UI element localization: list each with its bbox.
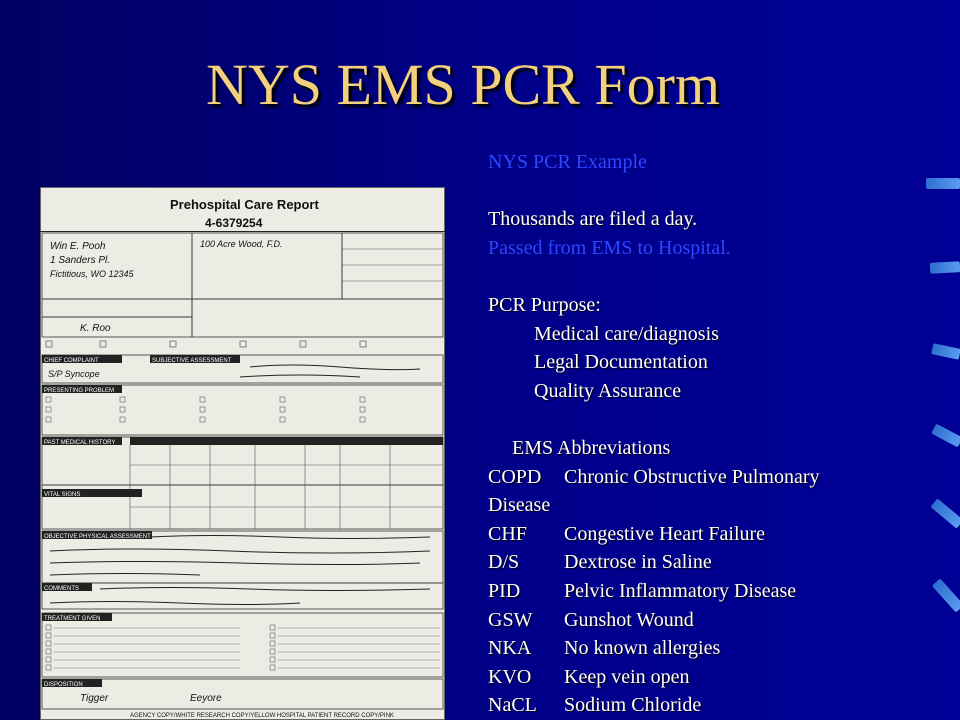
form-section-objective: OBJECTIVE PHYSICAL ASSESSMENT xyxy=(44,534,151,540)
accent-bar xyxy=(930,498,960,528)
slide-text-block xyxy=(488,148,928,720)
accent-bar xyxy=(932,578,960,612)
abbreviation-row xyxy=(488,520,928,549)
abbreviation: NaCL xyxy=(488,694,537,717)
form-disposition-value: Tigger xyxy=(80,693,109,704)
accent-bar xyxy=(930,261,960,274)
abbreviation-row xyxy=(488,606,928,635)
form-agency: 100 Acre Wood, F.D. xyxy=(200,239,283,249)
form-section-history: PAST MEDICAL HISTORY xyxy=(44,440,116,446)
abbreviation: GSW xyxy=(488,608,533,631)
spacer xyxy=(488,262,928,291)
slide-title: NYS EMS PCR Form xyxy=(205,52,721,117)
purpose-heading: PCR Purpose: xyxy=(488,293,601,316)
form-section-treatment: TREATMENT GIVEN xyxy=(44,616,101,622)
abbreviation: KVO xyxy=(488,665,532,688)
form-footer-text: AGENCY COPY/WHITE RESEARCH COPY/YELLOW HOSPITAL PATIENT RECORD COPY/PINK xyxy=(130,713,394,719)
abbreviation-row xyxy=(488,548,928,577)
abbreviation-meaning: Sodium Chloride xyxy=(564,694,702,717)
form-section-comments: COMMENTS xyxy=(44,586,79,592)
form-report-number: 4-6379254 xyxy=(205,216,263,230)
form-section-subjective: SUBJECTIVE ASSESSMENT xyxy=(152,358,232,364)
form-section-vitals: VITAL SIGNS xyxy=(44,492,81,498)
abbreviation-meaning: Congestive Heart Failure xyxy=(564,522,766,545)
abbreviation: Disease xyxy=(488,494,551,517)
spacer xyxy=(488,177,928,206)
abbreviation-meaning: Keep vein open xyxy=(564,665,690,688)
accent-bar xyxy=(931,424,960,448)
abbreviation-meaning: Gunshot Wound xyxy=(564,608,694,631)
abbreviation-row xyxy=(488,691,928,720)
abbreviation-meaning: Dextrose in Saline xyxy=(564,551,712,574)
abbreviation: COPD xyxy=(488,465,542,488)
abbreviation: NKA xyxy=(488,637,532,660)
abbreviation-row xyxy=(488,463,928,492)
form-driver-value: Eeyore xyxy=(190,693,222,704)
form-section-chief-complaint: CHIEF COMPLAINT xyxy=(44,358,99,364)
abbreviation: D/S xyxy=(488,551,520,574)
form-section-presenting: PRESENTING PROBLEM xyxy=(44,388,115,394)
form-address-line2: Fictitious, WO 12345 xyxy=(50,269,134,279)
purpose-item: Quality Assurance xyxy=(534,379,682,402)
abbreviation-meaning: Chronic Obstructive Pulmonary xyxy=(564,465,820,488)
abbreviation-meaning: No known allergies xyxy=(564,637,721,660)
accent-bar xyxy=(931,343,960,360)
abbreviation-row xyxy=(488,663,928,692)
form-section-disposition: DISPOSITION xyxy=(44,682,83,688)
filed-line: Thousands are filed a day. xyxy=(488,208,698,231)
form-patient-name: Win E. Pooh xyxy=(50,241,106,252)
form-chief-complaint-value: S/P Syncope xyxy=(48,369,100,379)
spacer xyxy=(488,405,928,434)
form-crew-name: K. Roo xyxy=(80,323,111,334)
abbreviation-row xyxy=(488,634,928,663)
accent-bar xyxy=(926,178,960,189)
abbreviation: CHF xyxy=(488,522,527,545)
abbreviation-meaning: Pelvic Inflammatory Disease xyxy=(564,579,797,602)
abbreviation-row xyxy=(488,491,928,520)
form-header-title: Prehospital Care Report xyxy=(170,197,319,212)
example-label: NYS PCR Example xyxy=(488,151,647,173)
passed-line: Passed from EMS to Hospital. xyxy=(488,236,731,259)
purpose-item: Medical care/diagnosis xyxy=(534,322,719,345)
pcr-form-image xyxy=(40,187,445,720)
form-address-line1: 1 Sanders Pl. xyxy=(50,255,111,266)
abbreviation: PID xyxy=(488,579,521,602)
purpose-item: Legal Documentation xyxy=(534,351,708,374)
abbreviations-heading: EMS Abbreviations xyxy=(512,436,671,459)
abbreviation-row xyxy=(488,577,928,606)
